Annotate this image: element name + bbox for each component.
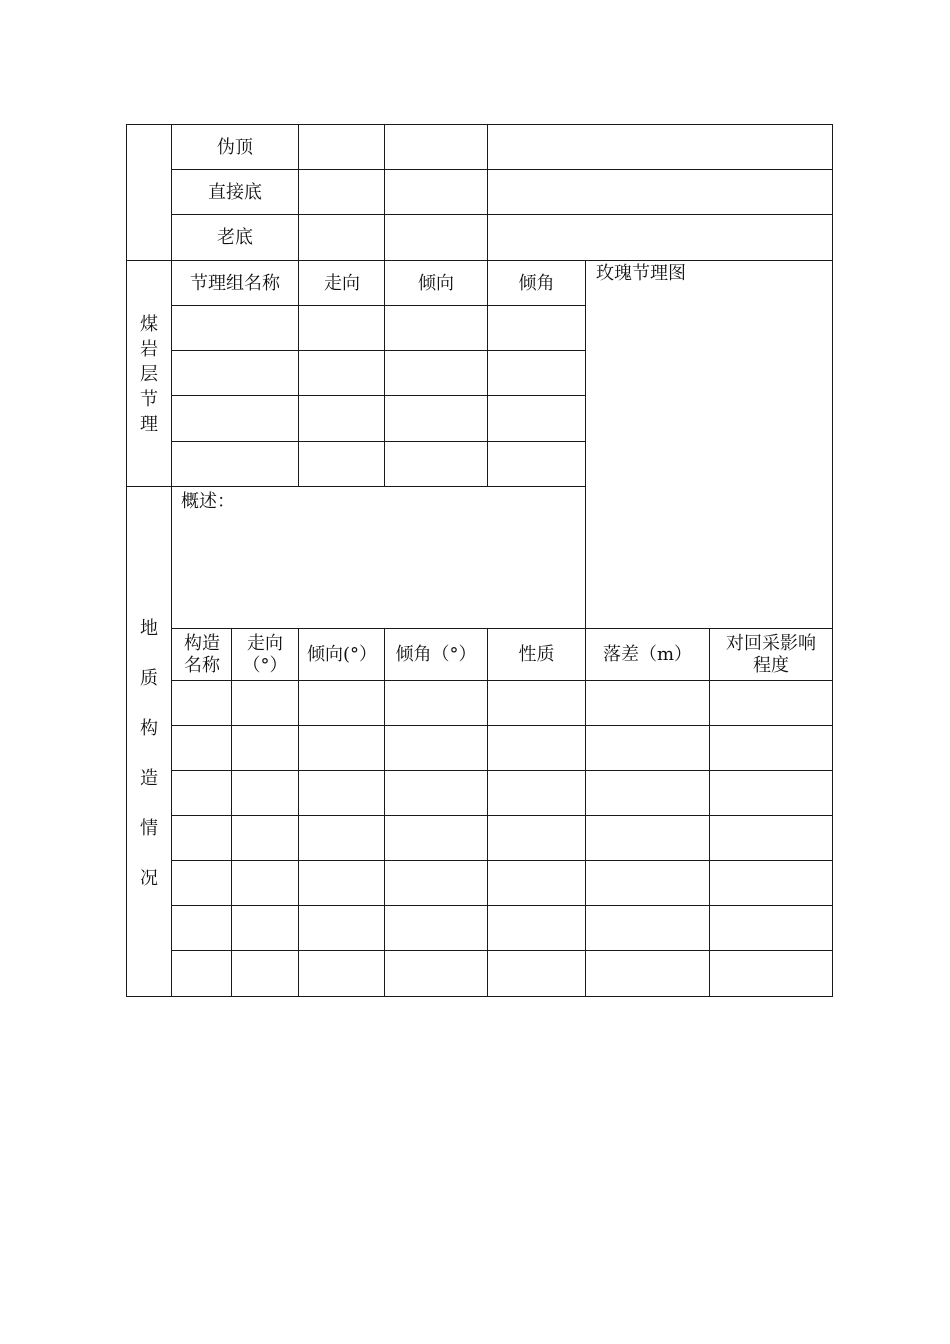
joint-data-cell[interactable]	[172, 306, 298, 350]
side-char: 节	[140, 389, 158, 410]
structure-data-row[interactable]	[172, 906, 832, 950]
header-joint-strike: 走向	[324, 272, 360, 294]
header-joint-dip-angle: 倾角	[518, 272, 555, 294]
table-rule	[171, 628, 833, 629]
table-border	[126, 124, 833, 125]
row-label-immediate-floor: 直接底	[208, 181, 262, 203]
side-char: 理	[140, 414, 158, 435]
header-joint-dip-direction: 倾向	[418, 272, 454, 294]
header-structure-throw: 落差（m）	[602, 643, 693, 665]
table-rule	[171, 169, 833, 170]
side-char: 煤	[140, 314, 158, 335]
joint-data-cell[interactable]	[172, 396, 298, 441]
table-rule	[126, 260, 833, 261]
header-structure-dip-angle: 倾角（°）	[395, 643, 477, 665]
side-label-coal-rock-joints	[134, 312, 164, 437]
joint-data-cell[interactable]	[172, 351, 298, 395]
side-char: 岩	[140, 339, 158, 360]
side-char: 层	[140, 364, 158, 385]
header-structure-name: 构造 名称	[184, 632, 220, 676]
row-label-false-roof: 伪顶	[217, 136, 253, 158]
side-char: 地	[140, 618, 158, 639]
side-label-geological-structure	[134, 604, 164, 904]
table-border	[126, 124, 127, 997]
header-mining-impact: 对回采影响 程度	[726, 632, 816, 676]
summary-text-area[interactable]	[172, 515, 585, 628]
rose-diagram-area[interactable]	[586, 290, 832, 628]
table-border	[832, 124, 833, 997]
side-char: 况	[140, 868, 158, 889]
header-structure-nature: 性质	[518, 643, 555, 665]
structure-data-row[interactable]	[172, 681, 832, 725]
joint-data-cell[interactable]	[172, 442, 298, 486]
header-joint-group-name: 节理组名称	[190, 272, 280, 294]
table-border	[126, 996, 833, 997]
rose-diagram-label: 玫瑰节理图	[596, 263, 686, 284]
structure-data-row[interactable]	[172, 816, 832, 860]
side-char: 质	[140, 668, 158, 689]
table-rule	[171, 214, 833, 215]
table-rule	[126, 486, 586, 487]
structure-data-row[interactable]	[172, 726, 832, 770]
structure-data-row[interactable]	[172, 951, 832, 996]
header-structure-dip-direction: 倾向(°）	[306, 643, 378, 665]
side-char: 造	[140, 768, 158, 789]
header-structure-strike: 走向 （°）	[242, 632, 288, 676]
side-char: 情	[140, 818, 158, 839]
summary-label: 概述：	[181, 491, 235, 512]
structure-data-row[interactable]	[172, 771, 832, 815]
structure-data-row[interactable]	[172, 861, 832, 905]
row-label-main-floor: 老底	[217, 226, 253, 248]
side-char: 构	[140, 718, 158, 739]
